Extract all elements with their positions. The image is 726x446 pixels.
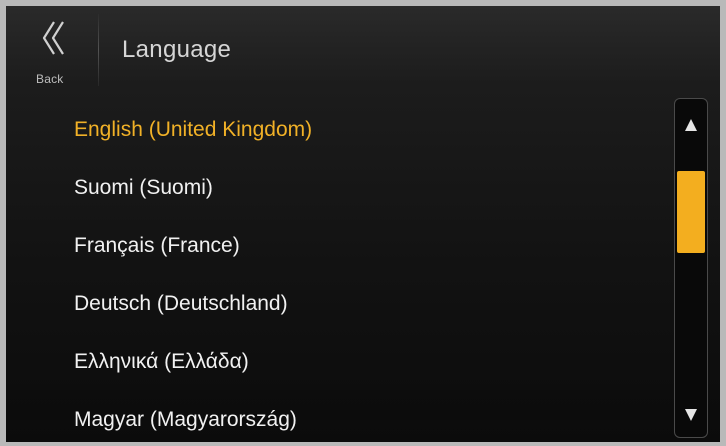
language-list <box>74 101 654 442</box>
scroll-thumb[interactable] <box>677 171 705 253</box>
language-item-fi[interactable]: Suomi (Suomi) <box>74 176 213 199</box>
header-divider <box>98 14 99 86</box>
language-item-en-gb[interactable]: English (United Kingdom) <box>74 118 313 141</box>
language-item-hu[interactable]: Magyar (Magyarország) <box>74 408 297 431</box>
language-item-el[interactable]: Ελληνικά (Ελλάδα) <box>74 350 249 373</box>
language-item-fr[interactable]: Français (France) <box>74 234 240 257</box>
back-button[interactable] <box>28 16 84 90</box>
triangle-down-icon <box>684 408 698 422</box>
page-title: Language <box>122 36 232 63</box>
scroll-up-button[interactable] <box>675 103 707 147</box>
double-chevron-left-icon <box>40 18 70 58</box>
back-label: Back <box>36 72 64 86</box>
scroll-down-button[interactable] <box>675 393 707 437</box>
language-item-de[interactable]: Deutsch (Deutschland) <box>74 292 288 315</box>
header <box>6 6 720 90</box>
language-screen <box>6 6 720 442</box>
triangle-up-icon <box>684 118 698 132</box>
scrollbar[interactable] <box>674 98 708 438</box>
